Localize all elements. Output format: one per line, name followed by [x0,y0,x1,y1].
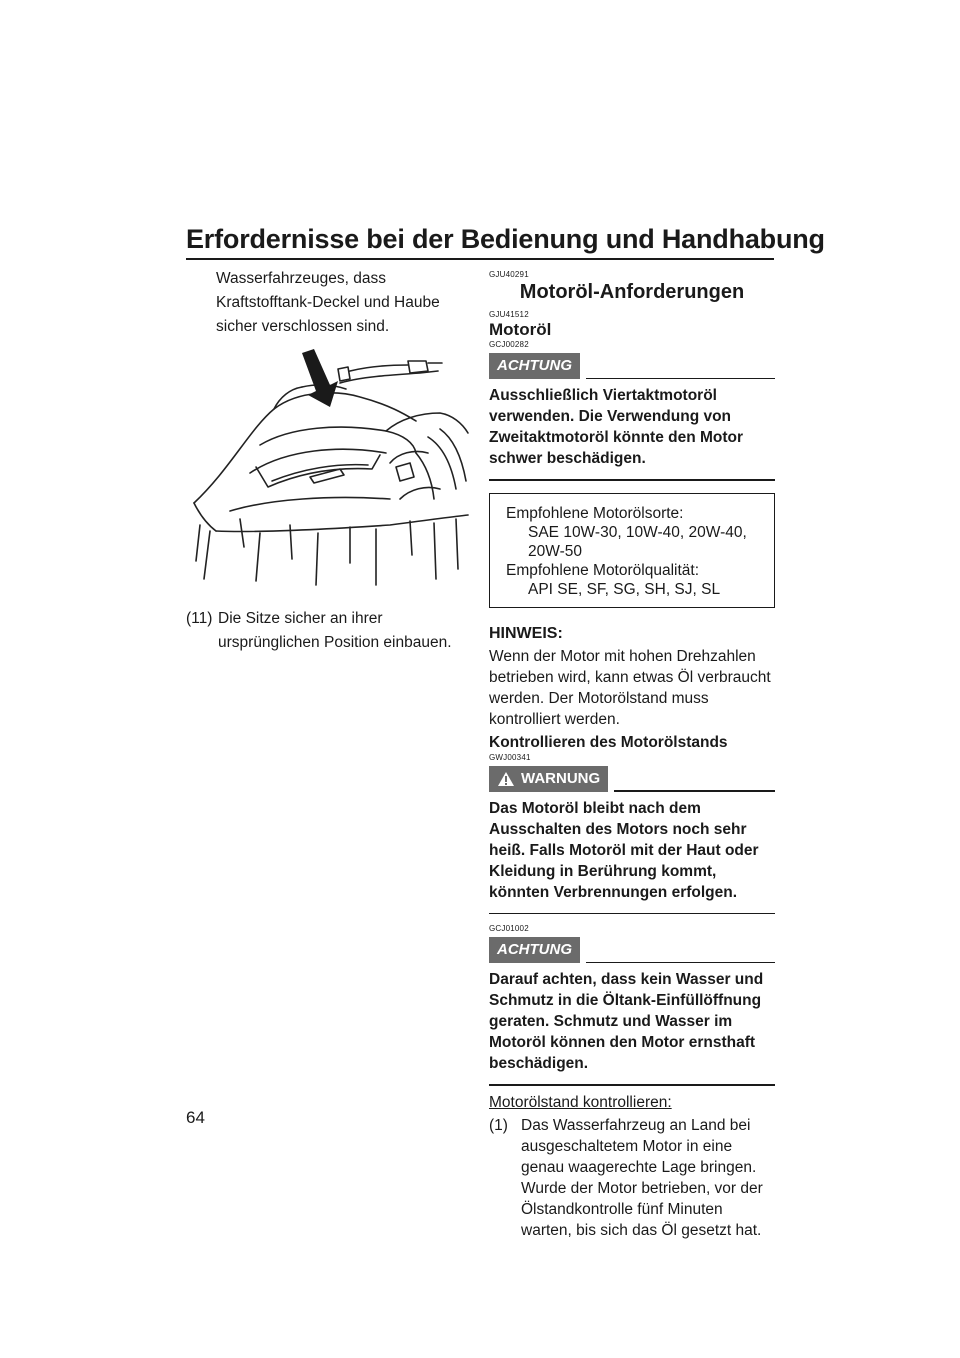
achtung-badge: ACHTUNG [489,353,580,379]
subsection-code: GJU41512 [489,310,529,319]
notice-code: GCJ00282 [489,340,529,349]
warnung-badge [489,766,608,792]
title-rule [186,258,774,260]
oil-type-label: Empfohlene Motorölsorte: [506,504,684,522]
arrow-icon [302,349,338,407]
hinweis-label: HINWEIS: [489,624,563,642]
divider [586,378,775,380]
page-number: 64 [186,1108,205,1127]
section-code: GJU40291 [489,270,529,279]
check-heading: Kontrollieren des Motorölstands [489,733,728,751]
section-title: Motoröl-Anforderungen [519,281,745,303]
divider [489,1084,775,1086]
page-title: Erfordernisse bei der Bedienung und Handhabung [186,224,825,254]
warning-code: GWJ00341 [489,752,531,762]
divider [614,790,775,792]
oil-quality-label: Empfohlene Motorölqualität: [506,561,700,579]
step-11 [186,607,468,655]
divider [586,962,775,964]
achtung-badge: ACHTUNG [489,937,580,963]
continued-text: Wasserfahrzeuges, dass Kraftstofftank-Deckel und Haube sicher verschlossen sind. [216,270,440,335]
step-number: (11) [186,610,213,627]
notice-header [489,353,775,379]
divider [489,913,775,915]
step-number: (1) [489,1116,508,1134]
step-text: Das Wasserfahrzeug an Land bei ausgeschaltetem Motor in eine genau waagerechte Lage bringen. Wurde der Motor betrieben, vor der Ölstandkontrolle fünf Minuten warten, bis sich das Öl gesetzt hat. [521,1116,763,1239]
divider [489,479,775,481]
notice-text: Darauf achten, dass kein Wasser und Schmutz in die Öltank-Einfüllöffnung geraten. Schmutz und Wasser im Motoröl können den Motor ernsthaft beschädigen. [489,971,764,1072]
warning-icon [497,771,515,787]
procedure-heading: Motorölstand kontrollieren: [489,1093,672,1111]
warning-text: Das Motoröl bleibt nach dem Ausschalten des Motors noch sehr heiß. Falls Motoröl mit der Haut oder Kleidung in Berührung kommt, könnten Verbrennungen erfolgen. [489,799,759,901]
step-text: Die Sitze sicher an ihrer ursprünglichen Position einbauen. [218,610,452,651]
notice-text: Ausschließlich Viertaktmotoröl verwenden. Die Verwendung von Zweitaktmotoröl könnte den Motor schwer beschädigen. [489,387,744,467]
notice-header [489,937,775,963]
oil-quality-value: API SE, SF, SG, SH, SJ, SL [528,580,721,598]
warning-header [489,766,775,792]
spec-box [489,493,775,608]
subsection-title: Motoröl [489,320,552,339]
oil-type-value: SAE 10W-30, 10W-40, 20W-40, 20W-50 [528,523,747,560]
right-column [489,270,775,1241]
hinweis-text: Wenn der Motor mit hohen Drehzahlen betrieben wird, kann etwas Öl verbraucht werden. Der Motorölstand muss kontrolliert werden. [489,647,771,728]
warnung-label: WARNUNG [521,769,601,787]
procedure-step-1 [489,1115,775,1241]
notice-code: GCJ01002 [489,924,529,933]
watercraft-illustration [190,349,470,589]
left-column [186,267,468,655]
